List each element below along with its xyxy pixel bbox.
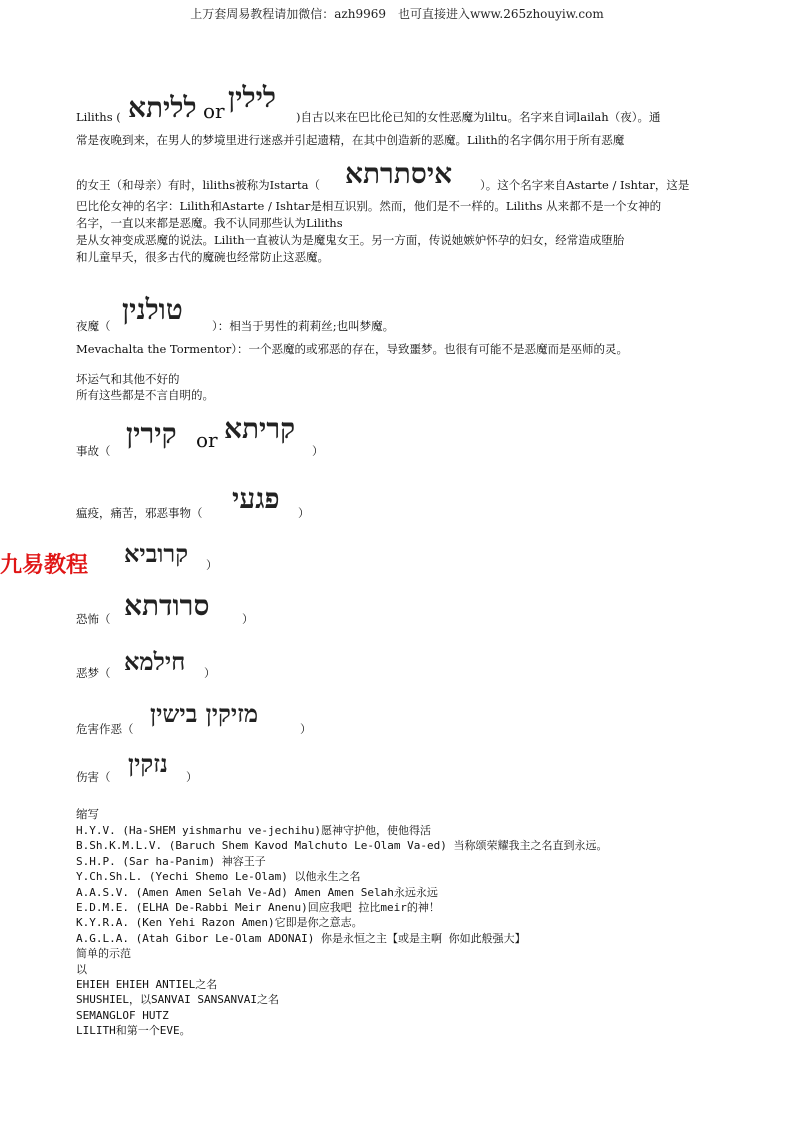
kruvia-close: ） (206, 558, 218, 572)
plague-close: ） (298, 506, 310, 520)
accident-close: ） (312, 444, 324, 458)
liliths-line4: 巴比伦女神的名字：Lilith和Astarte / Ishtar是相互识别。然而，他们是不一样的。Liliths 从来都不是一个女神的 (76, 199, 662, 213)
abbreviations-list (76, 823, 608, 1039)
abbr-line: A.G.L.A. (Atah Gibor Le-Olam ADONAI) 你是永恒之主【或是主啊 你如此般强大】 (76, 931, 526, 945)
abbr-line: 以 (76, 962, 87, 976)
hebrew-kirita: קריתא (224, 412, 296, 445)
liliths-line7: 和儿童早夭，很多古代的魔碗也经常防止这恶魔。 (76, 250, 329, 264)
liliths-line2: 常是夜晚到来，在男人的梦境里进行迷惑并引起遗精，在其中创造新的恶魔。Lilith的名字偶尔用于所有恶魔 (76, 133, 625, 147)
liliths-line3a: 的女王（和母亲）有时，liliths被称为Istarta（ (76, 178, 321, 192)
hebrew-tolnin: טולנין (122, 293, 183, 326)
plague-label: 瘟疫，痛苦，邪恶事物（ (76, 506, 203, 520)
hebrew-nezikin: נזקין (128, 749, 168, 778)
bad-luck-line1: 坏运气和其他不好的 (76, 372, 180, 386)
dream-close: ） (204, 666, 216, 680)
injury-label: 伤害（ (76, 770, 111, 784)
liliths-lead: Liliths ( (76, 110, 121, 124)
fear-label: 恐怖（ (76, 612, 111, 626)
liliths-line3b: ）。这个名字来自Astarte / Ishtar，这是 (480, 178, 690, 192)
harm-close: ） (300, 722, 312, 736)
hebrew-lilin: לילין (228, 81, 277, 114)
abbr-line: 简单的示范 (76, 947, 131, 961)
bad-luck-line2: 所有这些都是不言自明的。 (76, 388, 214, 402)
nightmare-label: 夜魔（ (76, 319, 111, 333)
hebrew-srudata: סרודתא (124, 589, 210, 622)
page-header: 上万套周易教程请加微信：azh9969 也可直接进入www.265zhouyiw.com (190, 7, 604, 21)
abbr-line: H.Y.V. (Ha-SHEM yishmarhu ve-jechihu)愿神守护他，使他得活 (76, 824, 432, 837)
harm-label: 危害作恶（ (76, 722, 134, 736)
hebrew-kruvia: קרוביא (124, 539, 189, 568)
injury-close: ） (186, 770, 198, 784)
liliths-line6: 是从女神变成恶魔的说法。Lilith一直被认为是魔鬼女王。另一方面，传说她嫉妒怀孕的妇女，经常造成堕胎 (76, 233, 625, 247)
abbr-line: A.A.S.V. (Amen Amen Selah Ve-Ad) Amen Amen Selah永远永远 (76, 885, 438, 899)
abbr-line: E.D.M.E. (ELHA De-Rabbi Meir Anenu)回应我吧 拉比meir的神！ (76, 901, 440, 915)
abbr-line: S.H.P. (Sar ha-Panim) 神容王子 (76, 854, 266, 868)
abbr-line: SHUSHIEL，以SANVAI SANSANVAI之名 (76, 993, 279, 1007)
accident-label: 事故（ (76, 444, 111, 458)
liliths-line1: )自古以来在巴比伦已知的女性恶魔为liltu。名字来自词lailah（夜）。通 (296, 110, 661, 124)
watermark-logo: 九易教程 (0, 553, 89, 578)
hebrew-istarta: איסתרתא (345, 157, 453, 190)
hebrew-chilma: חילמא (124, 647, 186, 676)
abbr-line: Y.Ch.Sh.L. (Yechi Shemo Le-Olam) 以他永生之名 (76, 870, 361, 884)
hebrew-pegai: פגעי (232, 482, 280, 515)
mevachalta-line: Mevachalta the Tormentor）：一个恶魔的或邪恶的存在，导致噩梦。也很有可能不是恶魔而是巫师的灵。 (76, 342, 629, 356)
liliths-line5: 名字，一直以来都是恶魔。我不认同那些认为Liliths (76, 216, 343, 230)
abbr-line: SEMANGLOF HUTZ (76, 1008, 169, 1022)
fear-close: ） (242, 612, 254, 626)
hebrew-lelita: לליתא (128, 91, 197, 124)
dream-label: 恶梦（ (76, 666, 111, 680)
nightmare-desc: ）：相当于男性的莉莉丝;也叫梦魔。 (212, 319, 395, 333)
or-word: or (203, 99, 225, 123)
abbr-line: K.Y.R.A. (Ken Yehi Razon Amen)它即是你之意志。 (76, 916, 363, 930)
abbr-line: LILITH和第一个EVE。 (76, 1024, 191, 1038)
hebrew-kirin: קירין (126, 417, 177, 450)
abbr-line: B.Sh.K.M.L.V. (Baruch Shem Kavod Malchuto Le-Olam Va-ed) 当称颂荣耀我主之名直到永远。 (76, 839, 608, 853)
abbreviations-title: 缩写 (76, 807, 99, 821)
hebrew-mazikin-bishin: מזיקין בישין (150, 699, 259, 728)
accident-or: or (196, 428, 218, 452)
abbr-line: EHIEH EHIEH ANTIEL之名 (76, 978, 218, 992)
